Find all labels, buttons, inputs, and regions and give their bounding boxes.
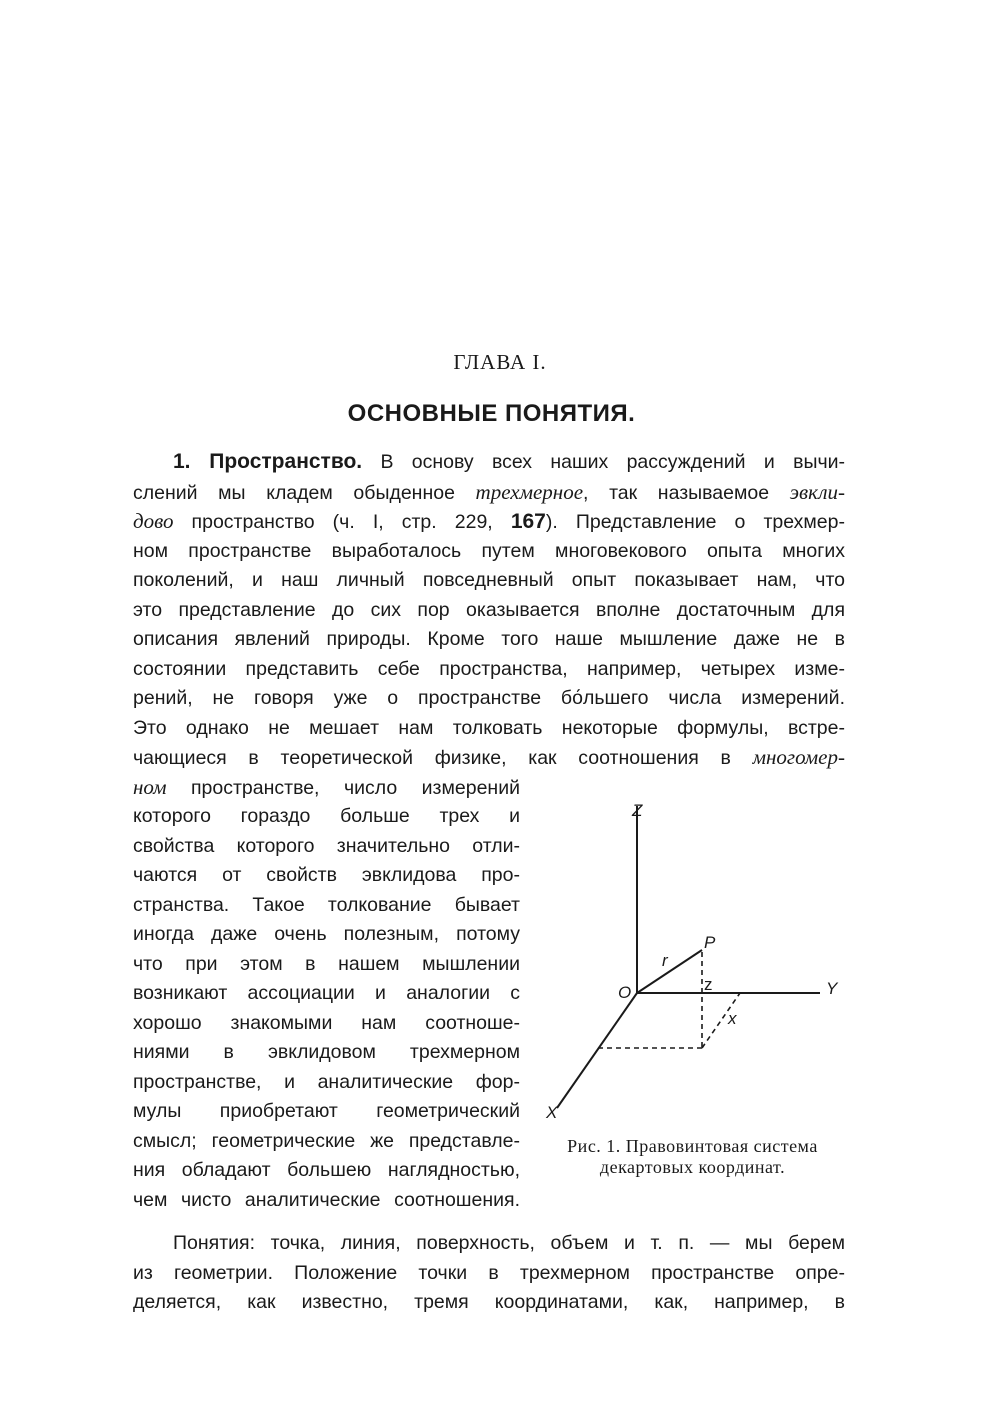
text-segment: Это однако не мешает нам толковать некоторые формулы, встре- [133, 716, 845, 739]
text-segment: из геометрии. Положение точки в трехмерном пространстве опре- [133, 1261, 845, 1284]
chapter-title: ОСНОВНЫЕ ПОНЯТИЯ. [347, 400, 636, 427]
text-line [133, 596, 845, 624]
text-line [133, 1068, 520, 1096]
text-line [133, 1288, 845, 1316]
text-line [133, 1229, 845, 1257]
text-line [133, 802, 520, 830]
label-x-axis: X [546, 1103, 558, 1122]
text-segment: ниями в эвклидовом трехмерном [133, 1041, 520, 1063]
text-segment: возникают ассоциации и аналогии с [133, 982, 520, 1004]
text-segment: состоянии представить себе пространства, например, четырех изме- [133, 657, 845, 680]
label-origin: O [618, 983, 632, 1002]
text-line [133, 1009, 520, 1037]
italic-term: дово [133, 509, 174, 533]
text-line [133, 773, 520, 801]
text-segment: В основу всех наших рассуждений и вычи- [362, 451, 846, 473]
text-segment: поколений, и наш личный повседневный опыт показывает нам, что [133, 569, 845, 591]
italic-term: многомер- [752, 745, 845, 769]
chapter-heading: ГЛАВА I. [453, 350, 547, 374]
x-axis [557, 993, 637, 1108]
text-line [133, 1038, 520, 1066]
text-segment: хорошо знакомыми нам соотноше- [133, 1011, 520, 1034]
text-segment: пространстве, число измерений [166, 776, 520, 799]
text-line [133, 684, 845, 712]
text-segment: ). Представление о трехмер- [545, 511, 845, 533]
text-line [133, 743, 845, 771]
text-segment: ния обладают большею наглядностью, [133, 1159, 520, 1181]
text-segment: рений, не говоря уже о пространстве бо́льшего числа измерений. [133, 687, 845, 709]
text-segment: Понятия: точка, линия, поверхность, объем и т. п. — мы берем [173, 1232, 845, 1254]
label-r: r [662, 951, 668, 970]
text-line [133, 1259, 845, 1287]
text-segment: деляется, как известно, тремя координатами, как, например, в [133, 1291, 845, 1313]
text-segment: иногда даже очень полезным, потому [133, 923, 520, 945]
text-line [133, 979, 520, 1007]
label-x-coordinate: x [728, 1009, 737, 1028]
italic-term: трехмерное [475, 479, 584, 504]
text-line [133, 478, 845, 506]
text-line [133, 950, 520, 978]
text-line [133, 448, 845, 476]
text-line [133, 537, 845, 565]
italic-term: ном [133, 774, 167, 799]
text-line [133, 891, 520, 919]
text-segment: странства. Такое толкование бывает [133, 893, 520, 916]
text-segment: ном пространстве выработалось путем многовекового опыта многих [133, 539, 845, 562]
text-segment: что при этом в нашем мышлении [133, 952, 520, 975]
text-line [133, 920, 520, 948]
text-line [133, 566, 845, 594]
text-segment: мулы приобретают геометрический [133, 1100, 520, 1122]
text-line [133, 832, 520, 860]
text-segment: описания явлений природы. Кроме того наше мышление даже не в [133, 628, 845, 650]
text-segment: слений мы кладем обыденное [133, 481, 476, 504]
text-line [133, 1186, 520, 1214]
figure-caption-line-2: декартовых координат. [599, 1157, 786, 1177]
label-p: P [704, 933, 716, 952]
text-segment: чаются от свойств эвклидова про- [133, 864, 520, 886]
italic-term: эвкли- [789, 479, 845, 504]
text-segment: чающиеся в теоретической физике, как соотношения в [133, 747, 753, 769]
text-segment: пространство (ч. I, стр. 229, [173, 511, 511, 533]
bold-text: 1. Пространство. [173, 450, 363, 473]
text-line [133, 507, 845, 535]
text-segment: , так называемое [583, 481, 790, 504]
text-segment: смысл; геометрические же представле- [133, 1129, 520, 1152]
text-segment: чем чисто аналитические соотношения. [133, 1188, 520, 1211]
text-line [133, 1127, 520, 1155]
text-line [133, 1097, 520, 1125]
text-line [133, 625, 845, 653]
text-segment: пространстве, и аналитические фор- [133, 1070, 520, 1093]
text-line [133, 861, 520, 889]
text-segment: это представление до сих пор оказывается вполне достаточным для [133, 598, 845, 621]
label-y-axis: Y [826, 979, 838, 998]
text-segment: свойства которого значительно отли- [133, 834, 520, 857]
coordinate-figure [540, 790, 860, 1130]
text-segment: которого гораздо больше трех и [133, 805, 520, 827]
text-line [133, 714, 845, 742]
bold-text: 167 [510, 510, 546, 533]
radius-vector [637, 950, 702, 993]
label-z-coordinate: z [704, 975, 713, 994]
text-line [133, 1156, 520, 1184]
label-z-axis: Z [632, 801, 643, 820]
figure-caption-line-1: Рис. 1. Правовинтовая система [567, 1136, 818, 1156]
text-line [133, 655, 845, 683]
